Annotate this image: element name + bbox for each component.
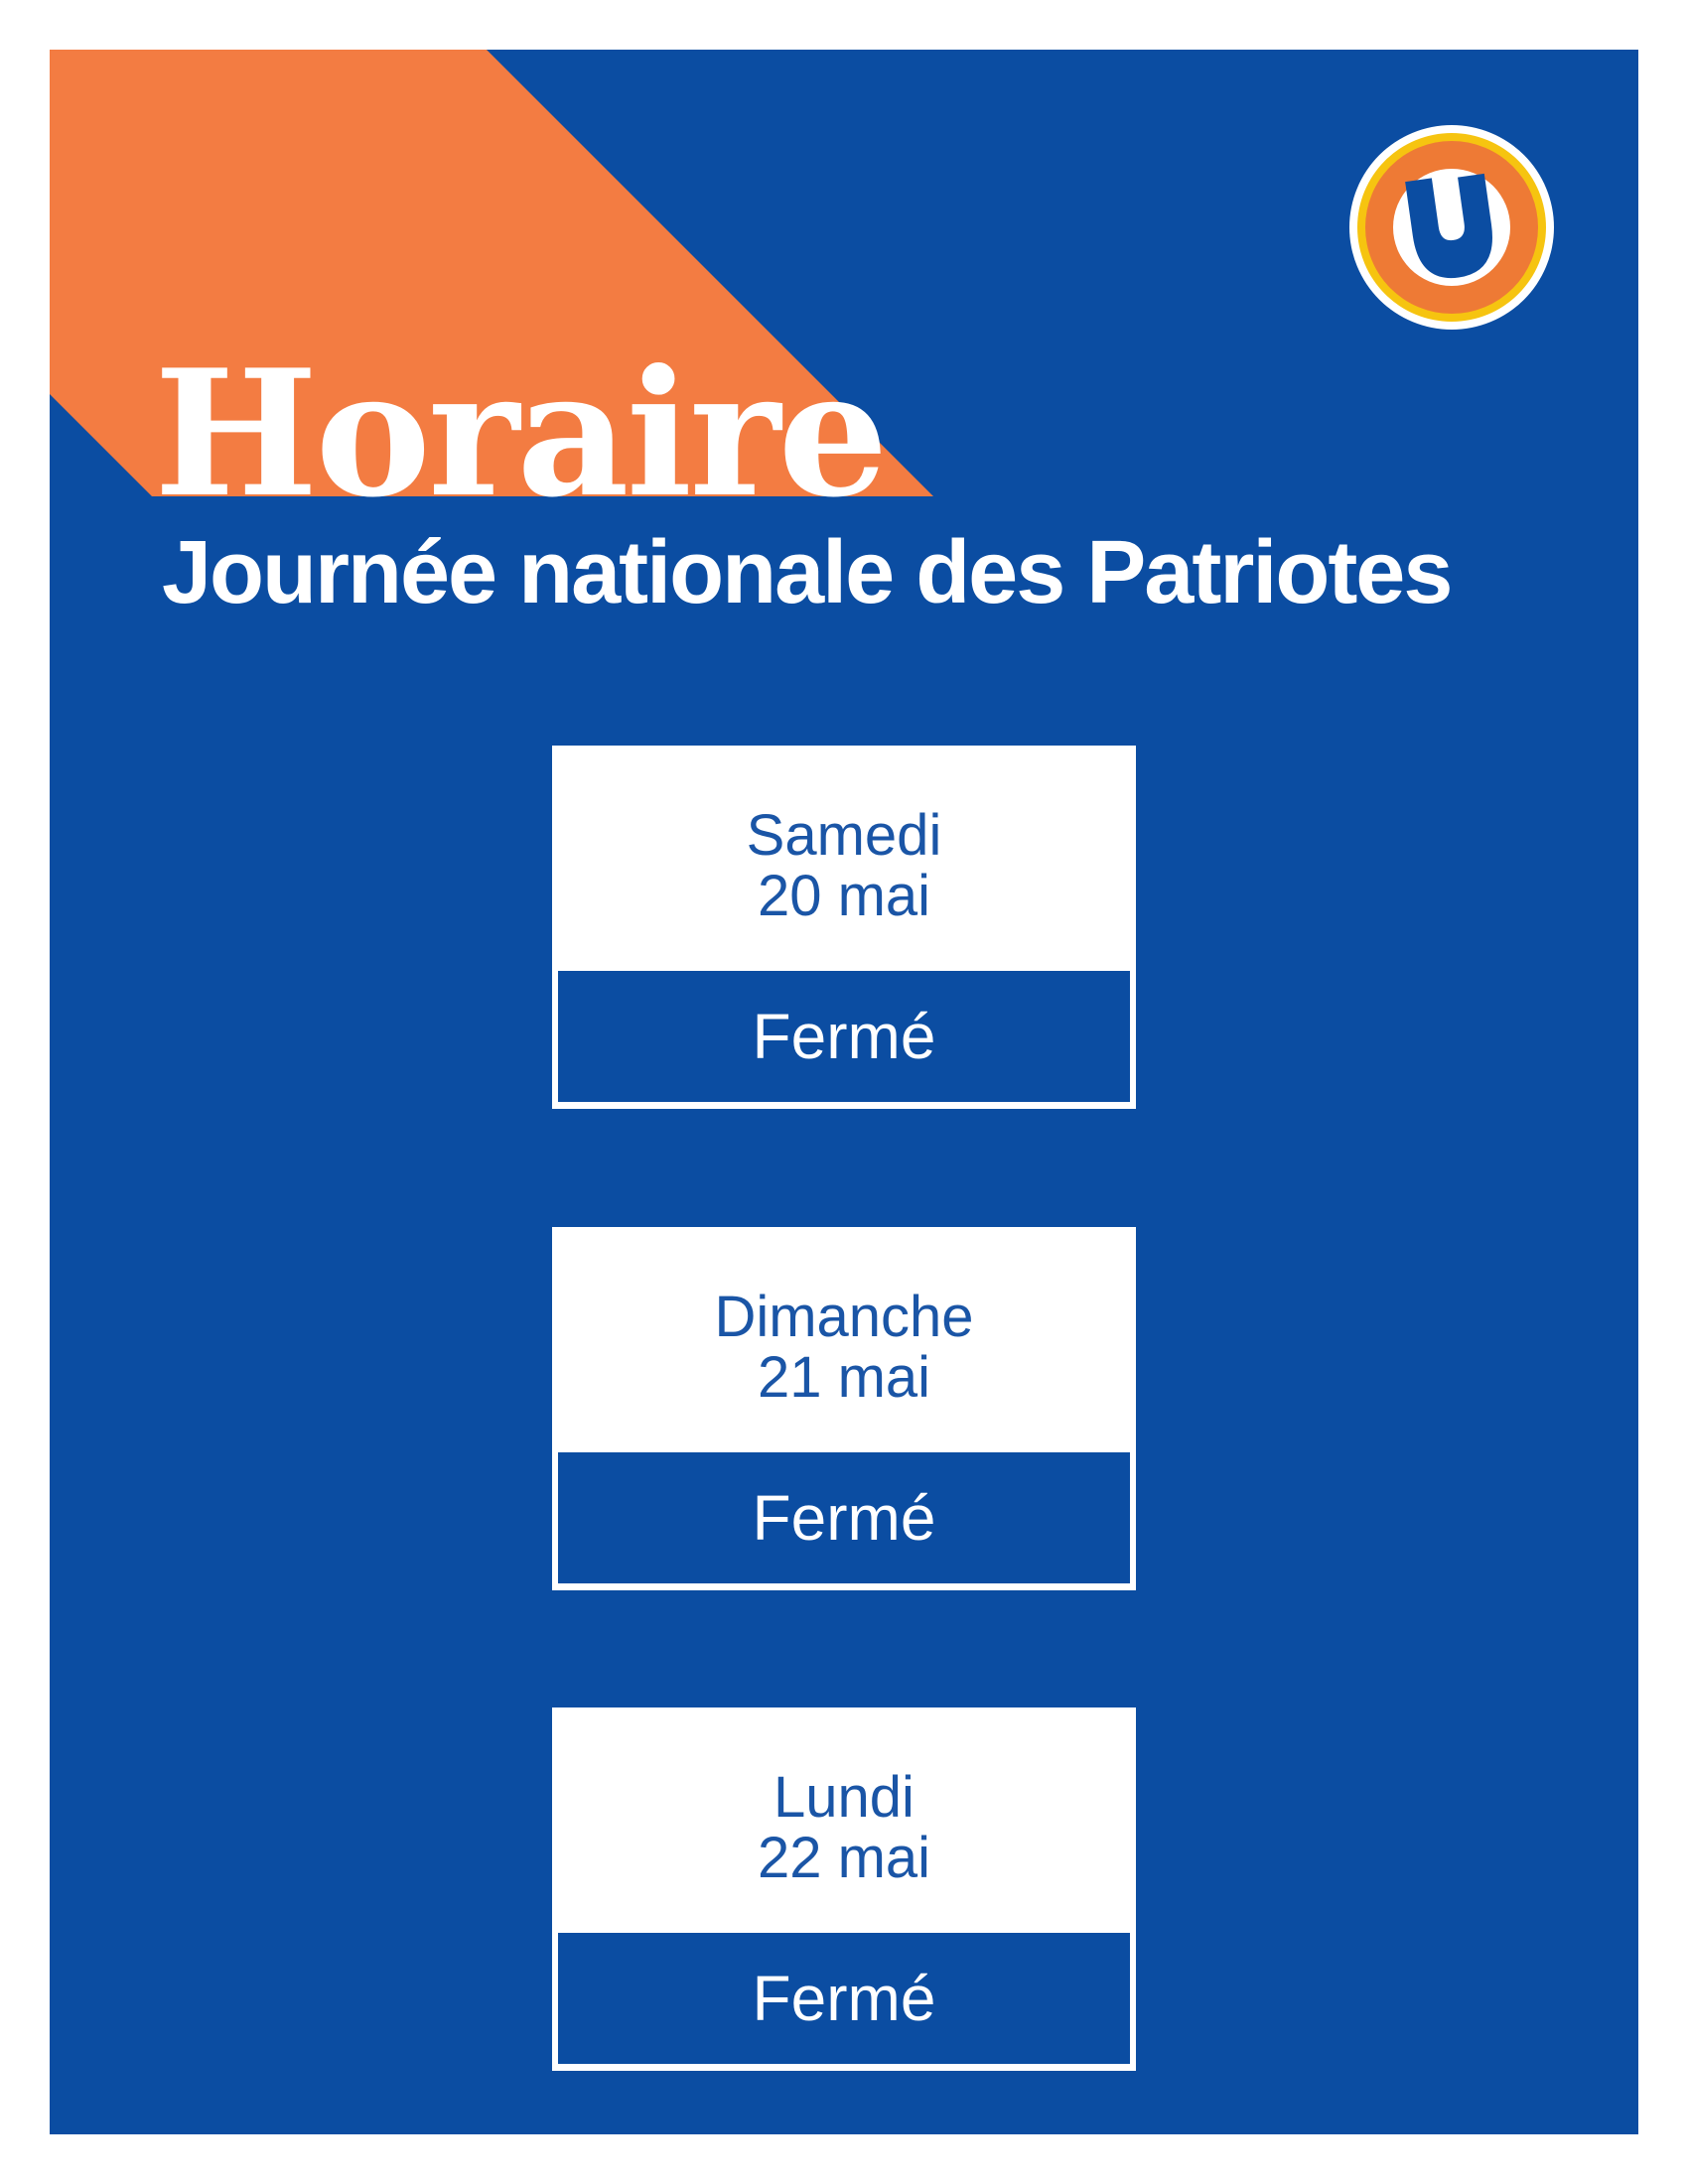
schedule-card-monday	[552, 1707, 1136, 2071]
day-label: Lundi	[774, 1764, 914, 1830]
day-label: Samedi	[746, 802, 942, 868]
page-subtitle: Journée nationale des Patriotes	[162, 523, 1452, 622]
status-label: Fermé	[752, 1963, 936, 2034]
schedule-card-saturday	[552, 746, 1136, 1109]
page-title: Horaire	[154, 333, 886, 536]
schedule-card-sunday	[552, 1227, 1136, 1590]
date-label: 22 mai	[757, 1825, 931, 1890]
status-label: Fermé	[752, 1001, 936, 1072]
uniprix-logo-icon	[1348, 124, 1555, 331]
card-day-block	[552, 1707, 1136, 1933]
status-badge	[558, 1452, 1130, 1583]
status-label: Fermé	[752, 1482, 936, 1554]
date-label: 20 mai	[757, 863, 931, 928]
status-badge	[558, 971, 1130, 1102]
logo-svg	[1348, 124, 1555, 331]
card-day-block	[552, 746, 1136, 971]
day-label: Dimanche	[714, 1284, 974, 1349]
card-day-block	[552, 1227, 1136, 1452]
blue-panel	[50, 50, 1638, 2134]
status-badge	[558, 1933, 1130, 2064]
date-label: 21 mai	[757, 1344, 931, 1410]
